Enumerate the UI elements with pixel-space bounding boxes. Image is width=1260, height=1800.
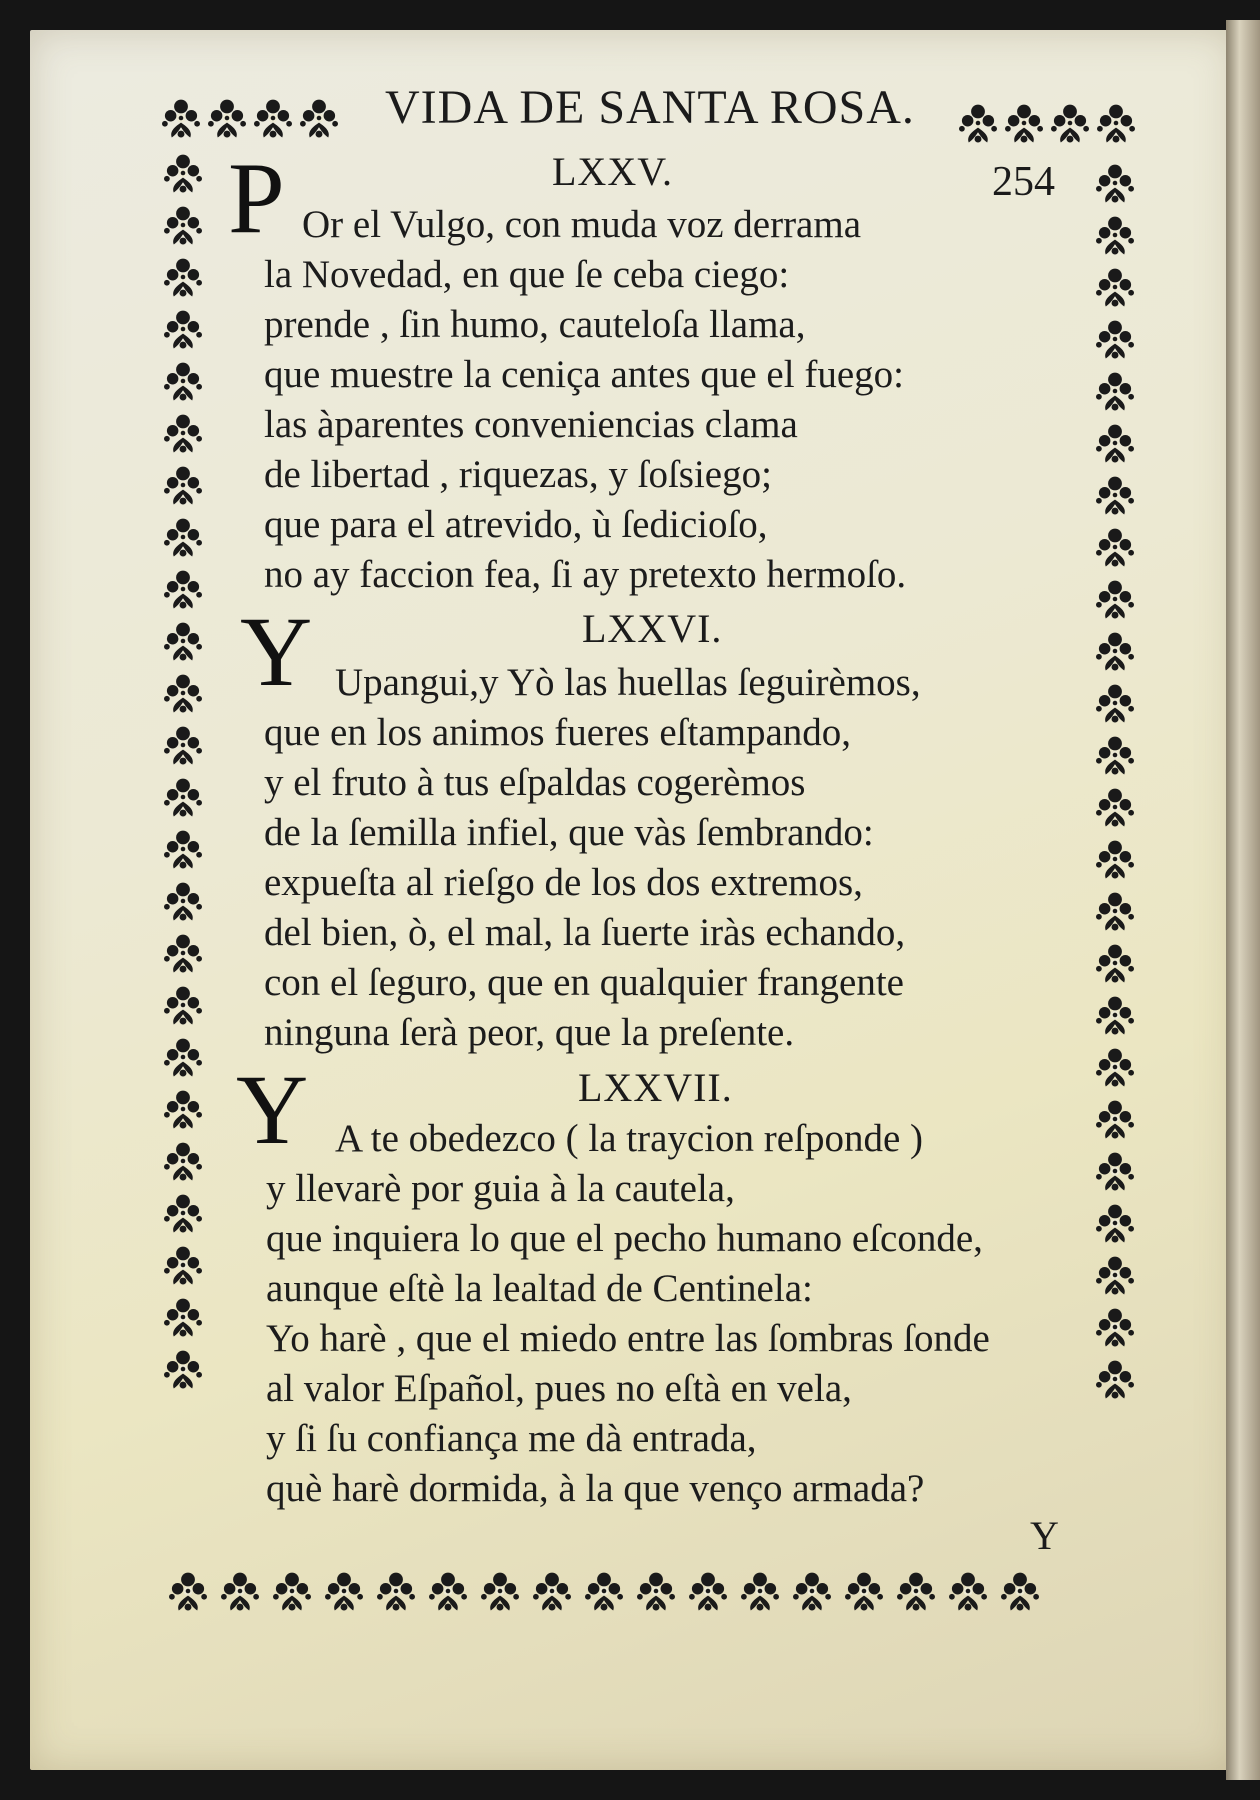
verse-line: del bien, ò, el mal, la ſuerte iràs echando, xyxy=(264,911,906,954)
fleuron-icon xyxy=(945,1568,991,1614)
fleuron-icon xyxy=(160,1086,206,1132)
fleuron-icon xyxy=(1092,1096,1138,1142)
fleuron-icon xyxy=(373,1568,419,1614)
left-ornament-column xyxy=(160,150,206,1392)
verse-line: las àparentes conveniencias clama xyxy=(264,403,798,446)
running-head: VIDA DE SANTA ROSA. xyxy=(385,81,915,134)
fleuron-icon xyxy=(1092,680,1138,726)
verse-line: y llevarè por guia à la cautela, xyxy=(266,1167,735,1210)
facing-page-edge xyxy=(1226,20,1260,1780)
stanza-number: LXXV. xyxy=(552,149,673,194)
fleuron-icon xyxy=(160,1190,206,1236)
fleuron-icon xyxy=(1092,1200,1138,1246)
fleuron-icon xyxy=(158,95,204,141)
verse-line: de libertad , riquezas, y ſoſsiego; xyxy=(264,453,772,496)
fleuron-icon xyxy=(160,826,206,872)
fleuron-icon xyxy=(633,1568,679,1614)
fleuron-icon xyxy=(269,1568,315,1614)
fleuron-icon xyxy=(1047,100,1093,146)
fleuron-icon xyxy=(160,462,206,508)
fleuron-icon xyxy=(581,1568,627,1614)
fleuron-icon xyxy=(1092,992,1138,1038)
fleuron-icon xyxy=(685,1568,731,1614)
fleuron-icon xyxy=(1092,1148,1138,1194)
verse-line: Yo harè , que el miedo entre las ſombras ſonde xyxy=(266,1317,990,1360)
verse-line: que inquiera lo que el pecho humano eſconde, xyxy=(266,1217,983,1260)
fleuron-icon xyxy=(160,1294,206,1340)
verse-line: què harè dormida, à la que venço armada? xyxy=(266,1467,925,1510)
fleuron-icon xyxy=(1092,472,1138,518)
verse-line: que muestre la ceniça antes que el fuego: xyxy=(264,353,904,396)
drop-cap: P xyxy=(228,142,285,255)
fleuron-icon xyxy=(217,1568,263,1614)
fleuron-icon xyxy=(160,1034,206,1080)
fleuron-icon xyxy=(160,150,206,196)
top-left-ornament-band xyxy=(158,95,342,141)
verse-line: aunque eſtè la lealtad de Centinela: xyxy=(266,1267,813,1310)
fleuron-icon xyxy=(737,1568,783,1614)
stanza-number: LXXVI. xyxy=(582,606,723,651)
fleuron-icon xyxy=(893,1568,939,1614)
verse-line: prende , ſin humo, cauteloſa llama, xyxy=(264,303,806,346)
fleuron-icon xyxy=(1092,1044,1138,1090)
fleuron-icon xyxy=(160,982,206,1028)
verse-line: que para el atrevido, ù ſedicioſo, xyxy=(264,503,768,546)
fleuron-icon xyxy=(160,1346,206,1392)
right-ornament-column xyxy=(1092,160,1138,1402)
fleuron-icon xyxy=(1092,732,1138,778)
verse-line: expueſta al rieſgo de los dos extremos, xyxy=(264,861,863,904)
fleuron-icon xyxy=(160,618,206,664)
fleuron-icon xyxy=(160,410,206,456)
verse-line: A te obedezco ( la traycion reſponde ) xyxy=(335,1117,923,1160)
verse-line: y el fruto à tus eſpaldas cogerèmos xyxy=(264,761,806,804)
fleuron-icon xyxy=(955,100,1001,146)
fleuron-icon xyxy=(160,306,206,352)
fleuron-icon xyxy=(1093,100,1139,146)
fleuron-icon xyxy=(1092,836,1138,882)
fleuron-icon xyxy=(1001,100,1047,146)
fleuron-icon xyxy=(160,254,206,300)
fleuron-icon xyxy=(1092,784,1138,830)
verse-line: la Novedad, en que ſe ceba ciego: xyxy=(264,253,790,296)
fleuron-icon xyxy=(1092,420,1138,466)
verse-line: al valor Eſpañol, pues no eſtà en vela, xyxy=(266,1367,852,1410)
verse-line: de la ſemilla infiel, que vàs ſembrando: xyxy=(264,811,874,854)
fleuron-icon xyxy=(1092,628,1138,674)
fleuron-icon xyxy=(160,774,206,820)
stanza-number: LXXVII. xyxy=(578,1065,733,1110)
fleuron-icon xyxy=(204,95,250,141)
fleuron-icon xyxy=(1092,368,1138,414)
fleuron-icon xyxy=(1092,160,1138,206)
fleuron-icon xyxy=(477,1568,523,1614)
fleuron-icon xyxy=(841,1568,887,1614)
bottom-ornament-band xyxy=(165,1568,1043,1614)
fleuron-icon xyxy=(1092,212,1138,258)
fleuron-icon xyxy=(789,1568,835,1614)
page-number: 254 xyxy=(992,159,1055,205)
catchword: Y xyxy=(1030,1513,1059,1558)
fleuron-icon xyxy=(160,722,206,768)
fleuron-icon xyxy=(1092,888,1138,934)
verse-line: que en los animos fueres eſtampando, xyxy=(264,711,851,754)
fleuron-icon xyxy=(1092,264,1138,310)
fleuron-icon xyxy=(425,1568,471,1614)
fleuron-icon xyxy=(160,878,206,924)
fleuron-icon xyxy=(1092,940,1138,986)
verse-line: no ay faccion fea, ſi ay pretexto hermoſo. xyxy=(264,553,907,596)
fleuron-icon xyxy=(250,95,296,141)
fleuron-icon xyxy=(160,1242,206,1288)
fleuron-icon xyxy=(997,1568,1043,1614)
verse-line: y ſi ſu confiança me dà entrada, xyxy=(266,1417,757,1460)
fleuron-icon xyxy=(1092,1356,1138,1402)
verse-line: Or el Vulgo, con muda voz derrama xyxy=(302,203,862,246)
drop-cap: Y xyxy=(240,596,313,707)
fleuron-icon xyxy=(529,1568,575,1614)
fleuron-icon xyxy=(1092,316,1138,362)
fleuron-icon xyxy=(160,358,206,404)
fleuron-icon xyxy=(1092,1252,1138,1298)
top-right-ornament-band xyxy=(955,100,1139,146)
fleuron-icon xyxy=(160,670,206,716)
fleuron-icon xyxy=(160,566,206,612)
fleuron-icon xyxy=(160,1138,206,1184)
fleuron-icon xyxy=(296,95,342,141)
verse-line: Upangui,y Yò las huellas ſeguirèmos, xyxy=(335,661,921,704)
verse-line: ninguna ſerà peor, que la preſente. xyxy=(264,1011,795,1054)
fleuron-icon xyxy=(165,1568,211,1614)
verse-line: con el ſeguro, que en qualquier frangente xyxy=(264,961,904,1004)
fleuron-icon xyxy=(160,202,206,248)
drop-cap: Y xyxy=(236,1054,309,1165)
fleuron-icon xyxy=(1092,576,1138,622)
fleuron-icon xyxy=(160,930,206,976)
fleuron-icon xyxy=(321,1568,367,1614)
fleuron-icon xyxy=(1092,1304,1138,1350)
fleuron-icon xyxy=(1092,524,1138,570)
fleuron-icon xyxy=(160,514,206,560)
